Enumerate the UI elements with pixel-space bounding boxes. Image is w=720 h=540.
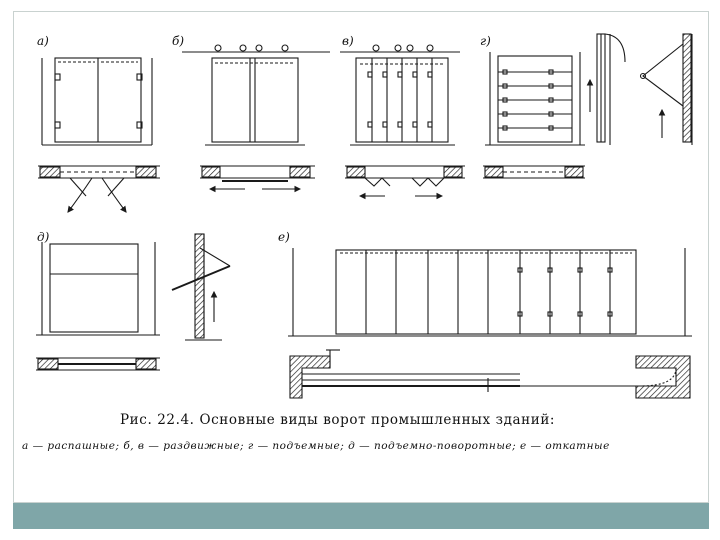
panel-a-swing-gate-plan	[38, 166, 160, 212]
panel-label-g: г)	[480, 34, 491, 48]
panel-label-b: б)	[172, 34, 185, 48]
panel-d-liftturn-gate-section	[172, 234, 230, 340]
panel-b-sliding-gate-plan	[200, 166, 315, 189]
figure-caption-title: Рис. 22.4. Основные виды ворот промышленных зданий:	[120, 412, 556, 428]
panel-label-d: д)	[37, 230, 50, 244]
figure-caption-legend: а — распашные; б, в — раздвижные; г — подъемные; д — подъемно-поворотные; е — откатные	[22, 440, 610, 452]
panel-label-e: е)	[278, 230, 290, 244]
panel-d-liftturn-gate-elevation	[36, 242, 160, 335]
panel-d-liftturn-section-top	[641, 34, 693, 145]
footer-band	[13, 503, 709, 529]
panel-a-swing-gate-elevation	[42, 58, 152, 145]
panel-d-liftturn-gate-plan	[36, 358, 160, 370]
panel-g-lift-gate-plan	[483, 166, 585, 178]
panel-v-folding-gate-elevation	[340, 45, 460, 145]
panel-label-v: в)	[342, 34, 354, 48]
panel-g-lift-gate-section	[590, 34, 625, 145]
panel-label-a: а)	[37, 34, 49, 48]
panel-e-rolling-gate-elevation	[288, 248, 692, 336]
panel-g-lift-gate-elevation	[485, 52, 585, 145]
panel-e-rolling-gate-plan	[290, 350, 690, 398]
panel-b-sliding-gate-elevation	[182, 45, 330, 145]
panel-v-folding-gate-plan	[345, 166, 465, 196]
